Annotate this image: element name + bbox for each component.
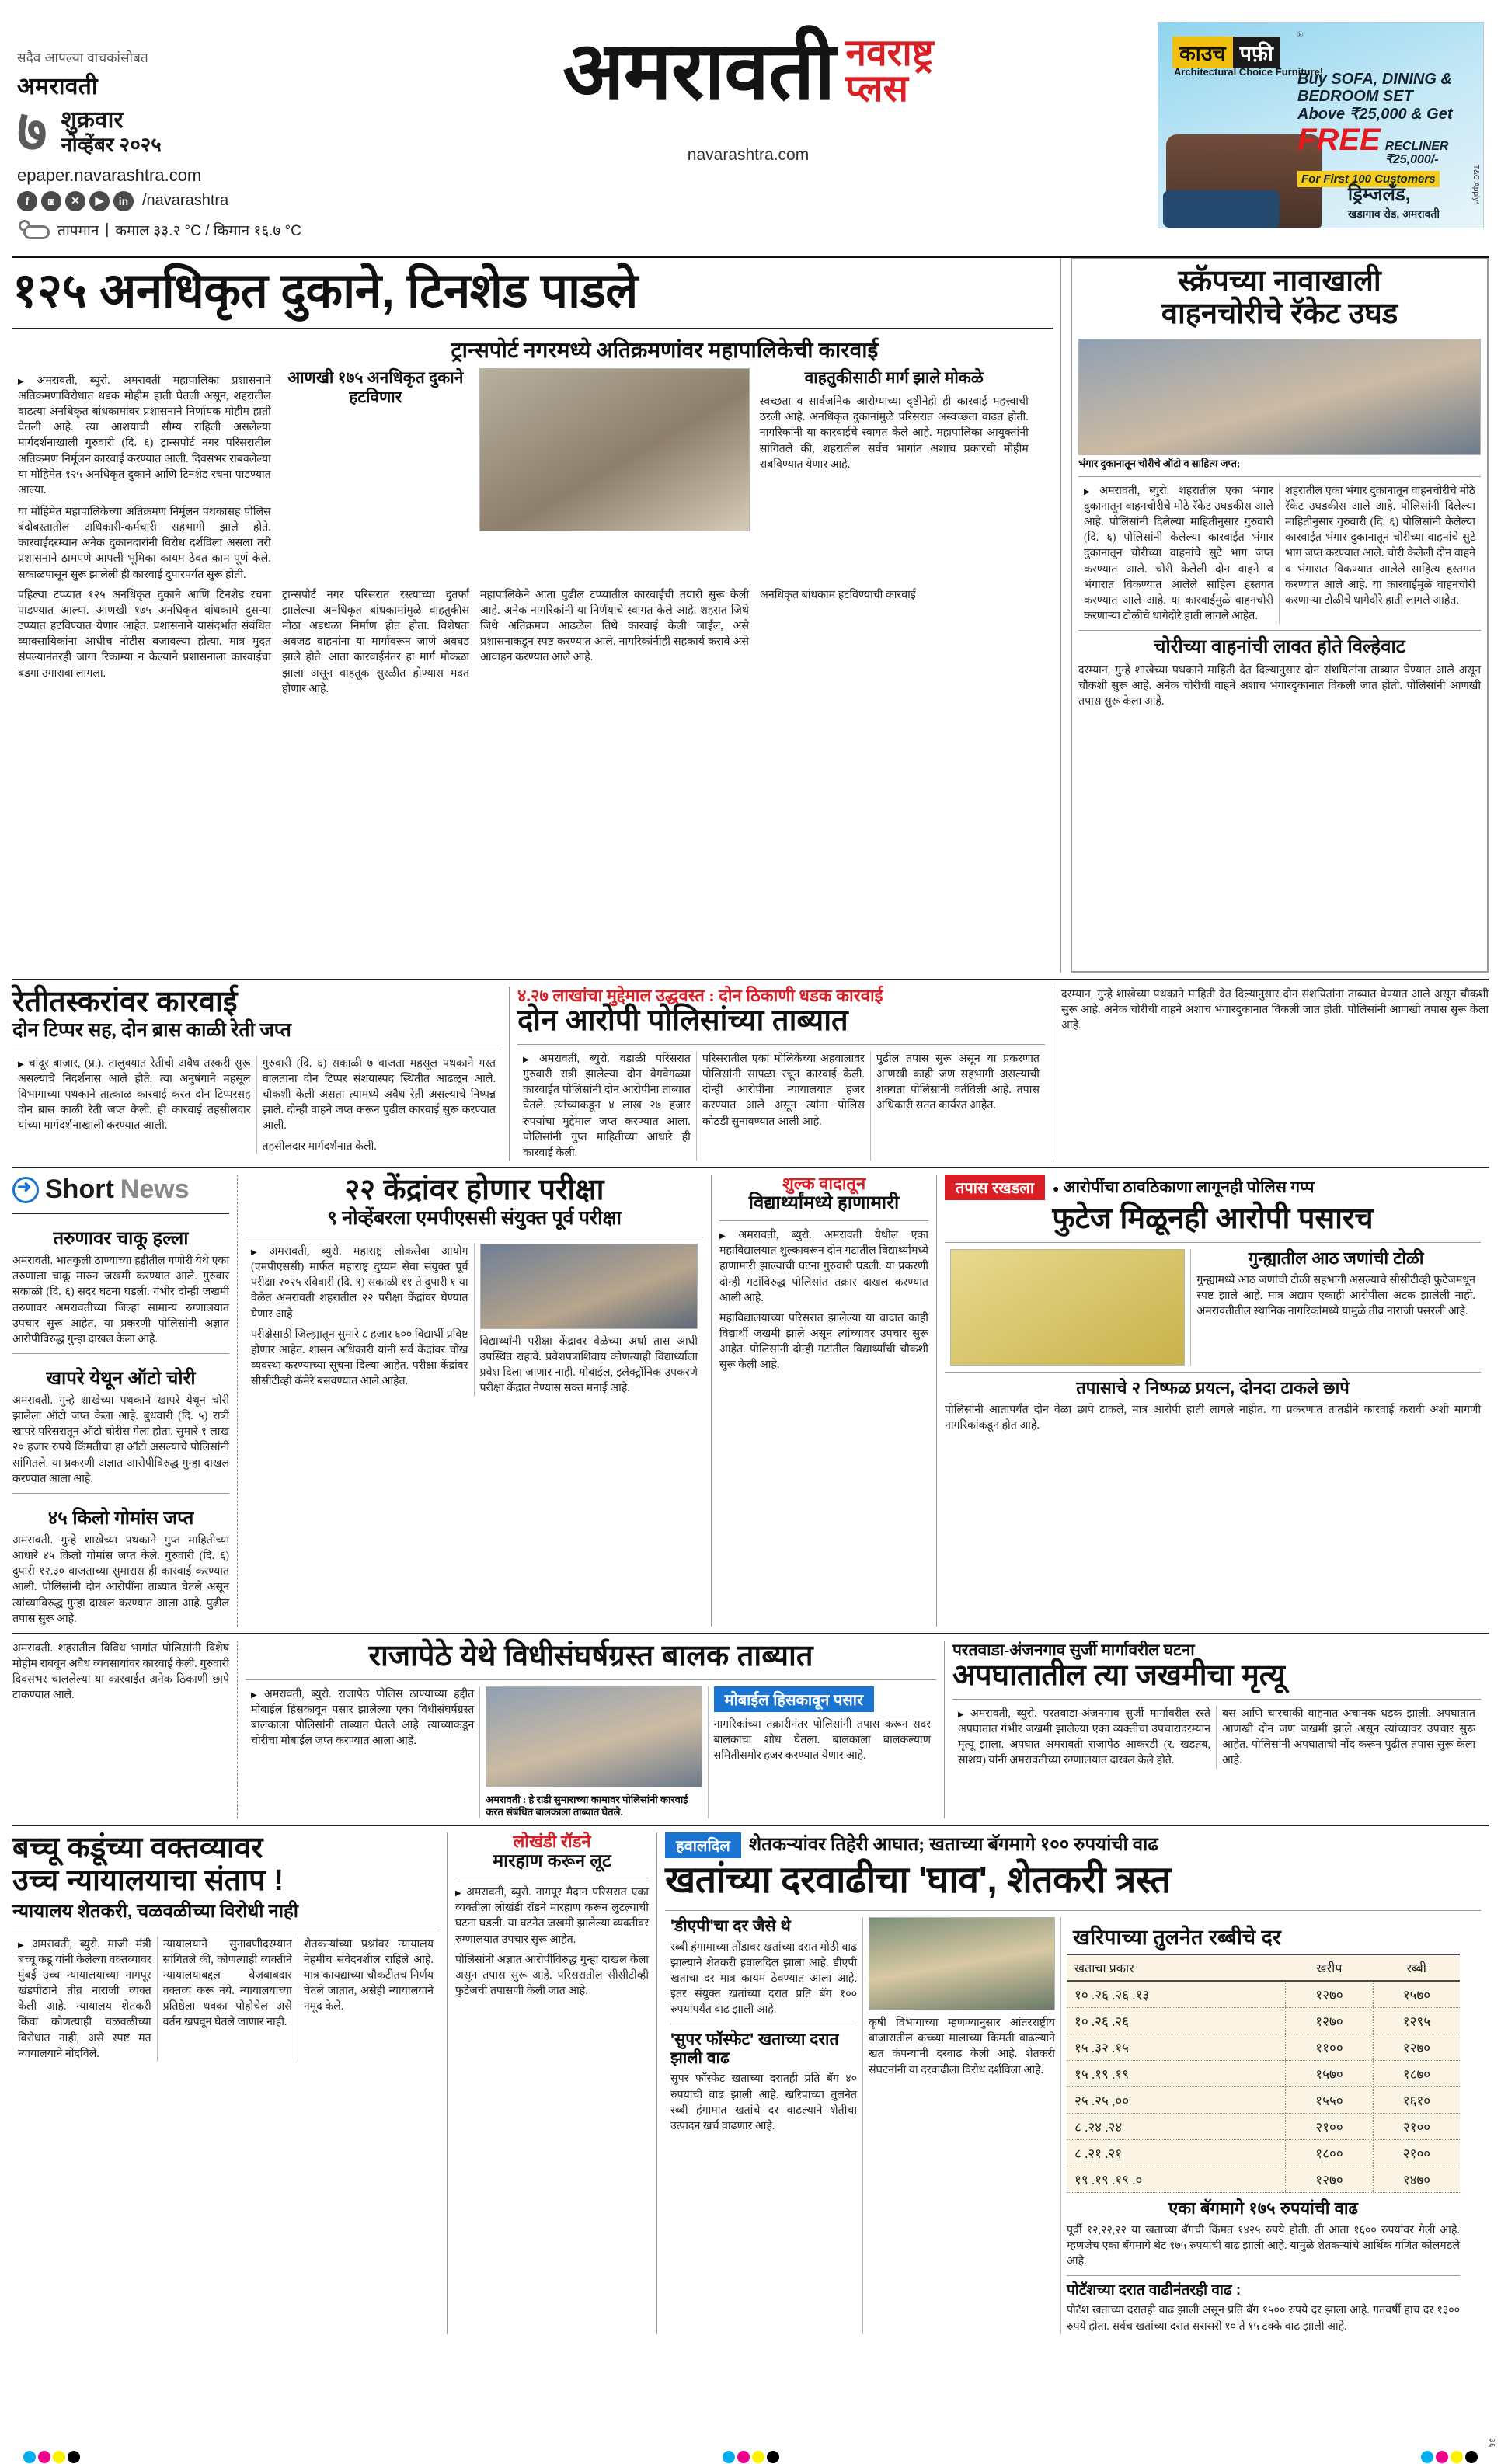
footage-sub-2: तपासाचे २ निष्फळ प्रयत्न, दोनदा टाकले छापे (1076, 1377, 1350, 1397)
sand-col-1 (12, 1056, 257, 1154)
sun-cloud-icon (17, 219, 51, 241)
short-news-extra-body: अमरावती. शहरातील विविध भागांत पोलिसांनी विशेष मोहीम राबवून अवैध व्यवसायांवर कारवाई केली. गुरुवारी दिवसभर चाललेल्या या कारवाईत अनेक ठिकाणी छापे टाकण्यात आले. (12, 1641, 229, 1702)
website-url[interactable]: navarashtra.com (687, 146, 810, 164)
right-top-story (1061, 258, 1489, 973)
ad-tagline: Architectural Choice Furniture! (1174, 66, 1324, 78)
child-byline: ▶ अमरावती, ब्युरो. (251, 1688, 332, 1700)
cmyk-registration-bar (0, 2450, 1501, 2464)
table-cell: १२७० (1286, 2166, 1374, 2193)
table-cell: १८०० (1286, 2140, 1374, 2166)
table-cell: १६१० (1373, 2087, 1460, 2114)
ad-brand-yellow: काउच (1172, 37, 1233, 68)
accident-col-1 (952, 1706, 1217, 1769)
police-col-3 (871, 1051, 1045, 1161)
table-cell: २१०० (1286, 2114, 1374, 2140)
police-byline: ▶ अमरावती, ब्युरो. (523, 1053, 610, 1065)
lead-caption-right-col (754, 368, 1034, 472)
right-top-caption: भंगार दुकानातून चोरीचे ऑटो व साहित्य जप्त; (1078, 457, 1241, 469)
date-month-year: नोव्हेंबर २०२५ (61, 132, 162, 156)
court-body-2: न्यायालयाने सुनावणीदरम्यान सांगितले की, कोणत्याही व्यक्तीने न्यायालयाबद्दल बेजबाबदार वक्तव्य करू नये. न्यायालयाच्या प्रतिष्ठेला धक्का पोहोचेल असे वर्तन खपवून घेतले जाणार नाही. (162, 1937, 292, 2029)
short-news-title-news: News (120, 1175, 190, 1205)
short-news-column (12, 1175, 238, 1627)
weather-label: तापमान (57, 222, 99, 239)
accident-col-2 (1217, 1706, 1481, 1769)
table-cell: १२७० (1373, 2034, 1460, 2061)
table-cell: २१०० (1373, 2114, 1460, 2140)
fee-kicker: शुल्क वादातून (782, 1174, 866, 1194)
ad-free-word: FREE (1297, 123, 1381, 158)
court-col-2 (158, 1937, 298, 2062)
row-two (12, 987, 1489, 1161)
police-headline: दोन आरोपी पोलिसांच्या ताब्यात (517, 1004, 848, 1038)
right-top-body-1: शहरातील एका भंगार दुकानातून वाहनचोरीचे मोठे रॅकेट उघडकीस आले आहे. पोलिसांनी दिलेल्या माहितीनुसार गुरुवारी (दि. ६) पोलिसांनी केलेल्या कारवाईत भंगार दुकानातून चोरीच्या वाहनांचे सुटे भाग जप्त करण्यात आले. चोरी केलेली दोन वाहने व भंगारात विकण्यात आलेले साहित्य हस्तगत करण्यात आले आहे. या कारवाईमुळे वाहनचोरी करणाऱ्या टोळीचे धागेदोरे हाती लागले आहेत. (1084, 484, 1273, 623)
logo-amravati: अमरावती (562, 26, 835, 117)
exam-byline: ▶ अमरावती, ब्युरो. (251, 1245, 342, 1258)
short-news-item-2-body: अमरावती. गुन्हे शाखेच्या पथकाने खापरे येथून चोरी झालेला ऑटो जप्त केला आहे. बुधवारी (दि. ५) रात्री खापरे परिसरातून ऑटो चोरीस गेला होता. सुमारे १ लाख २० हजार रुपये किंमतीचा हा ऑटो असल्याचे पोलिसांनी सांगितले. या प्रकरणी अज्ञात आरोपीविरुद्ध गुन्हा दाखल करण्यात आला आहे. (12, 1394, 229, 1485)
right-top-box (1071, 258, 1489, 973)
lead-byline: ▶ अमरावती, ब्युरो. (18, 374, 110, 387)
fee-byline: ▶ अमरावती, ब्युरो. (719, 1229, 812, 1241)
facebook-icon[interactable]: f (17, 191, 37, 211)
table-row (1067, 2140, 1460, 2166)
table-cell: १८७० (1373, 2061, 1460, 2087)
short-news-item-3-body: अमरावती. गुन्हे शाखेच्या पथकाने गुप्त माहितीच्या आधारे ४५ किलो गोमांस जप्त केले. गुरुवारी (दि. ६) दुपारी १२.३० वाजताच्या सुमारास ही कारवाई करण्यात आली. पोलिसांनी दोन आरोपींना ताब्यात घेतले असून त्यांच्याविरुद्ध गुन्हा दाखल करण्यात आला आहे. पुढील तपास सुरू आहे. (12, 1533, 229, 1625)
exam-body-2: परीक्षेसाठी जिल्ह्यातून सुमारे ८ हजार ६०० विद्यार्थी प्रविष्ट होणार आहेत. शासन अधिकारी यांनी सर्व केंद्रांवर चोख व्यवस्था करण्याच्या सूचना दिल्या आहेत. परीक्षा केंद्रांवर सीसीटीव्ही कॅमेरे बसवण्यात आले आहेत. (251, 1328, 468, 1388)
masthead-tagline: सदैव आपल्या वाचकांसोबत (17, 50, 148, 65)
ad-copy-line1: Buy SOFA, DINING & (1297, 71, 1452, 88)
lead-body-5: महापालिकेने आता पुढील टप्प्यातील कारवाईची तयारी सुरू केली आहे. अनेक नागरिकांनी या निर्णयाचे स्वागत केले आहे. शहरात जिथे जिथे अतिक्रमण आढळेल तिथे कारवाई केली जाईल, असे प्रशासनाकडून स्पष्ट करण्यात आले. नागरिकांनीही सहकार्य करावे असे आवाहन करण्यात आले आहे. (480, 588, 749, 664)
exam-story (238, 1175, 712, 1627)
footage-body-2: पोलिसांनी आतापर्यंत दोन वेळा छापे टाकले, मात्र आरोपी हाती लागले नाहीत. या प्रकरणात तातडीने कारवाई करावी अशी मागणी नागरिकांकडून होत आहे. (945, 1403, 1481, 1432)
sand-deck: दोन टिप्पर सह, दोन ब्रास काळी रेती जप्त (12, 1019, 291, 1041)
lead-photo (479, 368, 750, 531)
fert-headline: खतांच्या दरवाढीचा 'घाव', शेतकरी त्रस्त (665, 1860, 1171, 1902)
fert-col-1 (665, 1917, 863, 2334)
child-headline: राजापेठे येथे विधीसंघर्षग्रस्त बालक ताब्यात (368, 1639, 813, 1672)
table-row (1067, 2061, 1460, 2087)
sand-body-1: तालुक्यात रेतीची अवैध तस्करी सुरू असल्याचे निदर्शनास आले होते. त्या अनुषंगाने महसूल विभागाच्या पथकाने तात्काळ कारवाई करत दोन टिप्परसह दोन ब्रास काळी रेती जप्त केली. ही कारवाई तहसीलदार यांच्या मार्गदर्शनाखाली करण्यात आली. (18, 1056, 251, 1133)
fee-body-1: अमरावती येथील एका महाविद्यालयात शुल्कावरून दोन गटातील विद्यार्थ्यांमध्ये हाणामारी झाल्याची घटना गुरुवारी घडली. या प्रकरणी दोन्ही गटांविरुद्ध पोलिसांत तक्रार दाखल करण्यात आली आहे. (719, 1229, 928, 1304)
logo-navarashtra-plus (845, 33, 934, 110)
accident-kicker: परतवाडा-अंजनगाव सुर्जी मार्गावरील घटना (952, 1640, 1195, 1659)
lead-subhead: ट्रान्सपोर्ट नगरमध्ये अतिक्रमणांवर महापालिकेची कारवाई (451, 338, 879, 363)
fert-body-5: पोटॅश खताच्या दरातही वाढ झाली असून प्रति बॅग १५०० रुपये दर झाला आहे. गतवर्षी हाच दर १३०० रुपये होता. सर्वच खतांच्या दरात सरासरी १० ते १५ टक्के वाढ झाली आहे. (1067, 2304, 1460, 2333)
lead-col-3 (277, 587, 475, 697)
loot-body-2: पोलिसांनी अज्ञात आरोपींविरुद्ध गुन्हा दाखल केला असून तपास सुरू आहे. परिसरातील सीसीटीव्ही फुटेजची तपासणी केली जात आहे. (455, 1953, 649, 1998)
fert-table-col-rabi: रब्बी (1373, 1954, 1460, 1981)
exam-headline: २२ केंद्रांवर होणार परीक्षा (344, 1174, 604, 1207)
table-cell: ११०० (1286, 2034, 1374, 2061)
court-deck: न्यायालय शेतकरी, चळवळीच्या विरोधी नाही (12, 1901, 298, 1922)
ad-store-info (1348, 181, 1440, 221)
footage-col-1 (945, 1249, 1191, 1366)
accident-headline: अपघातातील त्या जखमीचा मृत्यू (952, 1659, 1285, 1693)
fert-banner: शेतकऱ्यांवर तिहेरी आघात; खताच्या बॅगमागे १०० रुपयांची वाढ (748, 1835, 1158, 1856)
child-body-1: राजापेठ पोलिस ठाण्याच्या हद्दीत मोबाईल हिसकावून पसार झालेल्या एका विधीसंघर्षग्रस्त बालकाला पोलिसांनी ताब्यात घेतले आहे. त्याच्याकडून चोरीचा मोबाईल जप्त करण्यात आला आहे. (251, 1687, 475, 1748)
right-top-subhead: चोरीच्या वाहनांची लावत होते विल्हेवाट (1154, 636, 1405, 658)
ad-free-recliner: RECLINER (1384, 140, 1449, 154)
masthead-logo-area (339, 11, 1158, 165)
table-cell: १० .२६ .२६ .१३ (1067, 1981, 1286, 2008)
court-body-3: शेतकऱ्यांच्या प्रश्नांवर न्यायालय नेहमीच संवेदनशील राहिले आहे. मात्र कायद्याच्या चौकटीतच निर्णय घेतले जातात, असेही न्यायालयाने नमूद केले. (303, 1937, 434, 2013)
loot-byline: ▶ अमरावती, ब्युरो. (455, 1886, 531, 1898)
masthead-date-row (17, 99, 339, 163)
ad-copy (1297, 71, 1472, 187)
lead-caption-left-col (277, 368, 475, 407)
lead-body-3: ट्रान्सपोर्ट नगर परिसरात रस्त्याच्या दुतर्फा झालेल्या अनधिकृत बांधकामांमुळे वाहतुकीस मोठा अडथळा निर्माण होत होता. विशेषतः अवजड वाहनांना या मार्गावरून जाणे अवघड झाले होते. आता कारवाईनंतर हा मार्ग मोकळा झाला असून वाहतूक सुरळीत होण्यास मदत होणार आहे. (282, 588, 469, 695)
table-cell: २५ .२५ ,०० (1067, 2087, 1286, 2114)
fert-sub-2: 'सुपर फॉस्फेट' खताच्या दरात झाली वाढ (670, 2031, 839, 2067)
fee-body-2: महाविद्यालयाच्या परिसरात झालेल्या या वादात काही विद्यार्थी जखमी झाले असून त्यांच्यावर उपचार सुरू आहेत. पोलिसांनी दोन्ही गटांतील विद्यार्थ्यांची चौकशी सुरू केली आहे. (719, 1311, 928, 1372)
table-row (1067, 2114, 1460, 2140)
fert-tab-badge: हवालदिल (665, 1832, 741, 1858)
court-byline: ▶ अमरावती, ब्युरो. (18, 1938, 100, 1951)
table-cell: १० .२६ .२६ (1067, 2008, 1286, 2034)
lead-story (12, 258, 1061, 973)
sand-body-2: गुरुवारी (दि. ६) सकाळी ७ वाजता महसूल पथकाने गस्त घालताना दोन टिप्पर संशयास्पद स्थितीत आढळून आले. चौकशी केली असता त्यामध्ये अवैध रेती असल्याचे निष्पन्न झाले. दोन्ही वाहने जप्त करून पुढील कारवाई सुरू करण्यात आली. (262, 1056, 496, 1133)
police-body-1: वडाळी परिसरात गुरुवारी रात्री झालेल्या दोन वेगवेगळ्या कारवाईत पोलिसांनी दोन आरोपींना ताब्यात घेतले. त्यांच्याकडून ४ लाख २७ हजार रुपयांचा मुद्देमाल जप्त करण्यात आला. पोलिसांनी गुप्त माहितीच्या आधारे ही कारवाई केली. (523, 1052, 691, 1159)
sand-col-2 (257, 1056, 502, 1154)
fert-table-header-row (1067, 1954, 1460, 1981)
right-top-body-2: दरम्यान, गुन्हे शाखेच्या पथकाने माहिती देत दिल्यानुसार दोन संशयितांना ताब्यात घेण्यात आले असून चौकशी सुरू आहे. अनेक चोरीची वाहने अशाच भंगारदुकानात विकली जात होती. पोलिसांनी आणखी तपास सुरू केला आहे. (1078, 664, 1481, 708)
fert-table-body (1067, 1981, 1460, 2193)
child-story (238, 1641, 945, 1818)
social-handle: /navarashtra (142, 192, 229, 210)
lead-caption-left: आणखी १७५ अनधिकृत दुकाने हटविणार (287, 367, 464, 407)
fee-headline: विद्यार्थ्यांमध्ये हाणामारी (748, 1192, 900, 1214)
right-top-photo (1078, 339, 1481, 455)
police-col-1 (517, 1051, 697, 1161)
lead-photo-wrap (475, 368, 754, 531)
footage-body-1: गुन्ह्यामध्ये आठ जणांची टोळी सहभागी असल्याचे सीसीटीव्ही फुटेजमधून स्पष्ट झाले आहे. मात्र अद्याप एकाही आरोपीला अटक झालेली नाही. अमरावतीतील स्थानिक नागरिकांमध्ये यामुळे तीव्र नाराजी पसरली आहे. (1196, 1273, 1475, 1317)
table-row (1067, 1981, 1460, 2008)
right-top-headline-1: स्क्रॅपच्या नावाखाली (1178, 265, 1381, 298)
court-col-1 (12, 1937, 158, 2062)
footage-illustration (950, 1249, 1185, 1366)
table-cell: १५७० (1373, 1981, 1460, 2008)
cmyk-group-left (23, 2451, 80, 2463)
police-body-3: पुढील तपास सुरू असून या प्रकरणात आणखी काही जण सहभागी असल्याची शक्यता पोलिसांनी वर्तविली आहे. तपास अधिकारी सतत कार्यरत आहेत. (876, 1052, 1040, 1112)
row-three (12, 1175, 1489, 1627)
child-col-3 (709, 1686, 936, 1819)
accident-body-1: परतवाडा-अंजनगाव सुर्जी मार्गावरील रस्ते अपघातात गंभीर जखमी झालेल्या एका व्यक्तीचा उपचारादरम्यान मृत्यू झाला. अपघात अमरावती राजापेठ आकरडी (र. खडतब, साशय) यांनी अमरावतीच्या रुग्णालयात दाखल केले होते. (958, 1707, 1210, 1767)
fert-body-3: कृषी विभागाच्या म्हणण्यानुसार आंतरराष्ट्रीय बाजारातील कच्च्या मालाच्या किमती वाढल्याने खत कंपन्यांनी दरवाढ केली आहे. शेतकरी संघटनांनी या दरवाढीला विरोध दर्शविला आहे. (869, 2017, 1055, 2076)
weather-strip (17, 219, 339, 241)
lead-col-1 (12, 336, 277, 583)
table-row (1067, 2034, 1460, 2061)
police-col-2 (697, 1051, 871, 1161)
table-cell: १५७० (1286, 2061, 1374, 2087)
child-tab-badge: मोबाईल हिसकावून पसार (714, 1686, 875, 1712)
x-twitter-icon[interactable]: ✕ (65, 191, 85, 211)
ad-free-price: ₹25,000/- (1384, 152, 1439, 166)
masthead (0, 0, 1501, 256)
fee-story (712, 1175, 937, 1627)
sand-story (12, 987, 510, 1161)
fert-table-col (1061, 1917, 1465, 2334)
exam-photo (480, 1244, 698, 1329)
table-cell: १५५० (1286, 2087, 1374, 2114)
lead-body-1: अमरावती महापालिका प्रशासनाने अतिक्रमणाविरोधात धडक मोहीम हाती घेतली असून, शहरातील वाढत्या अनधिकृत बांधकामांवर प्रशासनाने निर्णायक मोहीम हाती घेतली आहे. त्या आशयाची सौम्य राहिली असलेल्या मार्गदर्शनाखाली गुरुवारी (दि. ६) ट्रान्सपोर्ट नगर परिसरातील अतिक्रमण निर्मूलन कारवाई करण्यात आली. दिवसभर राबवलेल्या या मोहिमेत १२५ अनधिकृत दुकाने आणि टिनशेड रचना पाडण्यात आल्या. (18, 374, 271, 496)
top-banner-ad[interactable] (1158, 22, 1484, 228)
cmyk-group-mid (723, 2451, 779, 2463)
logo-line-navarashtra: नवराष्ट्र (845, 33, 934, 75)
lead-col-2 (12, 587, 277, 697)
fert-sub-4: पोटॅशच्या दरात वाढीनंतरही वाढ : (1067, 2282, 1242, 2299)
weather-value: कमाल ३३.२ °C / किमान १६.७ °C (115, 222, 301, 239)
fert-table-col-kharif: खरीप (1286, 1954, 1374, 1981)
child-caption: अमरावती : हे राडी सुमाराच्या कामावर पोलिसांनी कारवाई करत संबंधित बालकाला ताब्यात घेतले. (486, 1793, 688, 1818)
linkedin-icon[interactable]: in (113, 191, 134, 211)
short-news-title-short: Short (45, 1175, 114, 1205)
table-row (1067, 2166, 1460, 2193)
ad-brand-black: पफ़ी (1233, 37, 1280, 68)
instagram-icon[interactable]: ◙ (41, 191, 61, 211)
fert-col-2 (863, 1917, 1061, 2334)
masthead-left-info (12, 11, 339, 241)
logo-line-plus: प्लस (845, 68, 908, 110)
table-cell: १२७० (1286, 1981, 1374, 2008)
police-kicker: ४.२७ लाखांचा मुद्देमाल उद्धवस्त : दोन ठिकाणी धडक कारवाई (517, 986, 883, 1005)
fertilizer-story (657, 1832, 1481, 2334)
epaper-url[interactable]: epaper.navarashtra.com (17, 165, 202, 185)
youtube-icon[interactable]: ▶ (89, 191, 110, 211)
lead-body-2: पहिल्या टप्प्यात १२५ अनधिकृत दुकाने आणि टिनशेड रचना पाडण्यात आल्या. आणखी १७५ अनधिकृत बांधकामे दुसऱ्या टप्प्यात हटविण्यात येणार आहेत. प्रशासनाने यासंदर्भात संबंधित व्यावसायिकांना आधीच नोटीस बजावल्या होत्या. मात्र मुदत संपल्यानंतरही जागा रिकाम्या न केल्याने प्रशासनाला कारवाईचा बडगा उगारावा लागला. (18, 588, 271, 680)
masthead-city: अमरावती (17, 74, 98, 99)
table-cell: १९ .१९ .१९ .० (1067, 2166, 1286, 2193)
exam-deck: ९ नोव्हेंबरला एमपीएससी संयुक्त पूर्व परीक्षा (326, 1207, 622, 1229)
sand-byline: ▶ चांदूर बाजार, (प्र.). (18, 1057, 104, 1070)
date-day-number: ७ (17, 99, 47, 163)
footage-col-2 (1191, 1249, 1481, 1366)
court-story (12, 1832, 448, 2334)
right-top-byline: ▶ अमरावती, ब्युरो. (1084, 485, 1169, 497)
lead-body-1b: या मोहिमेत महापालिकेच्या अतिक्रमण निर्मूलन पथकासह पोलिस बंदोबस्तातील अधिकारी-कर्मचारी सहभागी झाले होते. कारवाईदरम्यान अनेक दुकानदारांनी विरोध दर्शविला असला तरी प्रशासनाने ठामपणे आपली भूमिका कायम ठेवत काम पूर्ण केले. सकाळपासून सुरू झालेली ही कारवाई दुपारपर्यंत सुरू होती. (18, 505, 271, 581)
page-body (0, 258, 1501, 2334)
lead-col-5 (754, 587, 1042, 697)
right-top-body-1b: शहरातील एका भंगार दुकानातून वाहनचोरीचे मोठे रॅकेट उघडकीस आले आहे. पोलिसांनी दिलेल्या माहितीनुसार गुरुवारी (दि. ६) पोलिसांनी केलेल्या कारवाईत भंगार दुकानातून चोरीच्या वाहनांचे सुटे भाग जप्त करण्यात आले. चोरी केलेली दोन वाहने व भंगारात विकण्यात आलेले साहित्य हस्तगत करण्यात आले आहे. या कारवाईमुळे वाहनचोरी करणाऱ्या टोळीचे धागेदोरे हाती लागले आहेत. (1285, 484, 1475, 607)
child-photo (486, 1686, 702, 1787)
fertilizer-price-table (1067, 1917, 1460, 2193)
ad-copy-line3: Above ₹25,000 & Get (1297, 105, 1453, 123)
short-news-item-2-headline: खापरे येथून ऑटो चोरी (46, 1368, 196, 1390)
social-links (17, 191, 339, 211)
date-day-name: शुक्रवार (61, 106, 124, 133)
exam-body-1: महाराष्ट्र लोकसेवा आयोग (एमपीएससी) मार्फत महाराष्ट्र दुय्यम सेवा संयुक्त पूर्व परीक्षा २०२५ रविवारी (दि. ९) सकाळी ११ ते दुपारी १ या वेळेत अमरावती शहरातील २२ परीक्षा केंद्रांवर घेण्यात येणार आहे. (251, 1244, 468, 1321)
right-continued (1053, 987, 1489, 1161)
loot-body-1: नागपूर मैदान परिसरात एका व्यक्तीला लोखंडी रॉडने मारहाण करून लुटल्याची घटना घडली. या घटनेत जखमी झालेल्या व्यक्तीवर रुग्णालयात उपचार सुरू आहेत. (455, 1886, 649, 1946)
child-body-2: नागरिकांच्या तक्रारीनंतर पोलिसांनी तपास करून सदर बालकाचा शोध घेतला. बालकाला बालकल्याण समितीसमोर हजर करण्यात येणार आहे. (713, 1717, 931, 1762)
accident-story (945, 1641, 1481, 1818)
exam-col-2 (475, 1244, 704, 1397)
child-col-1 (246, 1686, 480, 1819)
fert-table-title: खरिपाच्या तुलनेत रब्बीचे दर (1073, 1926, 1281, 1950)
court-body-1: माजी मंत्री बच्चू कडू यांनी केलेल्या वक्तव्यावर मुंबई उच्च न्यायालयाच्या नागपूर खंडपीठाने तीव्र नाराजी व्यक्त केली आहे. न्यायालय शेतकरी किंवा कोणत्याही चळवळीच्या विरोधात नाही, असे स्पष्ट मत न्यायालयाने नोंदविले. (18, 1937, 151, 2060)
short-news-item-1-headline: तरुणावर चाकू हल्ला (53, 1228, 189, 1250)
table-cell: ८ .२४ .२४ (1067, 2114, 1286, 2140)
arrow-circle-icon (12, 1177, 39, 1203)
loot-story (448, 1832, 657, 2334)
footage-headline: फुटेज मिळूनही आरोपी पसारच (1052, 1202, 1374, 1236)
table-row (1067, 2008, 1460, 2034)
loot-kicker: लोखंडी रॉडने (513, 1832, 591, 1852)
exam-body-3: विद्यार्थ्यांनी परीक्षा केंद्रावर वेळेच्या अर्धा तास आधी उपस्थित राहावे. प्रवेशपत्राशिवाय कोणत्याही विद्यार्थ्याला प्रवेश दिला जाणार नाही. मोबाईल, इलेक्ट्रॉनिक उपकरणे परीक्षा केंद्रात नेण्यास सक्त मनाई आहे. (479, 1335, 698, 1395)
short-news-header (12, 1175, 229, 1206)
footage-tab-badge: तपास रखडला (945, 1175, 1045, 1200)
ad-sofa-blue-image (1163, 190, 1280, 228)
registered-mark-icon: ® (1297, 30, 1304, 40)
child-col-2 (480, 1686, 708, 1819)
table-cell: १५ .१९ .१९ (1067, 2061, 1286, 2087)
court-headline-1: बच्चू कडूंच्या वक्तव्यावर (12, 1832, 263, 1865)
sand-body-3: तहसीलदार मार्गदर्शनात केली. (262, 1140, 377, 1153)
table-cell: ८ .२१ .२१ (1067, 2140, 1286, 2166)
table-cell: १५ .३२ .१५ (1067, 2034, 1286, 2061)
row-four (12, 1641, 1489, 1818)
right-top-col-1 (1078, 483, 1280, 624)
table-row (1067, 2087, 1460, 2114)
weather-divider: | (105, 221, 110, 238)
fert-body-1: रब्बी हंगामाच्या तोंडावर खतांच्या दरात मोठी वाढ झाल्याने शेतकरी हवालदिल झाला आहे. डीएपी खताचा दर मात्र कायम ठेवण्यात आला आहे. इतर संयुक्त खतांच्या दरात प्रति बॅग १०० रुपयांपर्यंत वाढ झाली आहे. (670, 1940, 857, 2017)
lead-caption-right: वाहतुकीसाठी मार्ग झाले मोकळे (804, 367, 984, 387)
row-five (12, 1832, 1489, 2334)
police-body-2: परिसरातील एका मोलिकेच्या अहवालावर पोलिसांनी सापळा रचून कारवाई केली. दोन्ही आरोपींना न्यायालयात हजर करण्यात आले असून त्यांना पोलिस कोठडी सुनावण्यात आली आहे. (702, 1052, 865, 1128)
police-story (510, 987, 1053, 1161)
fert-body-2: सुपर फॉस्फेट खताच्या दरातही प्रति बॅग ४० रुपयांची वाढ झाली आहे. खरिपाच्या तुलनेत रब्बी हंगामात खतांचे दर वाढल्याने शेतीचा उत्पादन खर्च वाढणार आहे. (670, 2072, 857, 2132)
table-cell: १२७० (1286, 2008, 1374, 2034)
row-lead (12, 258, 1489, 973)
ad-store-name: ड्रिम्जलँड, (1347, 184, 1411, 205)
right-top-col-2 (1280, 483, 1481, 624)
short-news-item-1-body: अमरावती. भातकुली ठाण्याच्या हद्दीतील गणोरी येथे एका तरुणाला चाकू मारुन जखमी करण्यात आले. गुरुवार सकाळी (दि. ६) सदर घटना घडली. गंभीर दोन्ही जखमी तरुणावर अमरावतीच्या जिल्हा सामान्य रुग्णालयात उपचार सुरू आहेत. या प्रकरणी पोलिसांनी अज्ञात आरोपीविरुद्ध गुन्हा दाखल केला आहे. (12, 1255, 229, 1345)
sand-headline: रेतीतस्करांवर कारवाई (12, 986, 238, 1018)
lead-main-block (277, 336, 1053, 583)
page-corner-mark: ३६ (1487, 2438, 1496, 2447)
table-cell: १४७० (1373, 2166, 1460, 2193)
ad-brand-logo (1172, 37, 1280, 68)
cmyk-group-right (1421, 2451, 1478, 2463)
exam-col-1 (246, 1244, 475, 1397)
right-continued-body: दरम्यान, गुन्हे शाखेच्या पथकाने माहिती देत दिल्यानुसार दोन संशयितांना ताब्यात घेण्यात आले असून चौकशी सुरू आहे. अनेक चोरीची वाहने अशाच भंगारदुकानात विकली जात होती. पोलिसांनी आणखी तपास सुरू केला आहे. (1061, 988, 1489, 1032)
footage-story (937, 1175, 1481, 1627)
lead-body-4: स्वच्छता व सार्वजनिक आरोग्याच्या दृष्टीनेही ही कारवाई महत्त्वाची ठरली आहे. अनधिकृत दुकानांमुळे परिसरात अस्वच्छता वाढत होती. नागरिकांनी या कारवाईचे स्वागत केले आहे. महापालिका आयुक्तांनी सांगितले की, शहरातील सर्वच भागांत अशाच प्रकारची मोहीम राबविण्यात येणार आहे. (759, 395, 1029, 471)
ad-copy-line2: BEDROOM SET (1297, 88, 1413, 106)
lead-sub-note: अनधिकृत बांधकाम हटविण्याची कारवाई (760, 588, 916, 601)
ad-customers-note: For First 100 Customers (1297, 171, 1440, 187)
footage-bullet-line: ● आरोपींचा ठावठिकाणा लागूनही पोलिस गप्प (1053, 1178, 1314, 1197)
lead-col-4 (475, 587, 754, 697)
accident-byline: ▶ अमरावती, ब्युरो. (958, 1707, 1037, 1720)
table-cell: २१०० (1373, 2140, 1460, 2166)
accident-body-2: बस आणि चारचाकी वाहनात अचानक धडक झाली. अपघातात आणखी दोन जण जखमी झाले असून त्यांच्यावर उपचार सुरू आहेत. पोलिसांनी अपघाताची नोंद करून पुढील तपास सुरू केला आहे. (1222, 1707, 1475, 1767)
fert-sub-3: एका बॅगमागे १७५ रुपयांची वाढ (1168, 2198, 1358, 2219)
ad-terms: T&C Apply* (1471, 164, 1480, 204)
ad-store-address: खडागाव रोड, अमरावती (1347, 207, 1440, 220)
fert-photo (869, 1917, 1055, 2010)
short-news-item-3-headline: ४५ किलो गोमांस जप्त (47, 1507, 194, 1529)
fert-body-4: पूर्वी १२,२२,२२ या खताच्या बॅगची किंमत १४२५ रुपये होती. ती आता १६०० रुपयांवर गेली आहे. म्हणजेच एका बॅगमागे थेट १७५ रुपयांची वाढ झाली आहे. यामुळे शेतकऱ्यांचे आर्थिक गणित कोलमडले आहे. (1067, 2223, 1460, 2267)
court-col-3 (298, 1937, 439, 2062)
right-top-headline-2: वाहनचोरीचे रॅकेट उघड (1161, 297, 1398, 330)
loot-headline: मारहाण करून लूट (493, 1850, 611, 1871)
fert-table-col-type: खताचा प्रकार (1067, 1954, 1286, 1981)
lead-headline: १२५ अनधिकृत दुकाने, टिनशेड पाडले (12, 264, 638, 318)
ad-free-block (1297, 124, 1472, 167)
short-news-continued (12, 1641, 238, 1818)
table-cell: १२९५ (1373, 2008, 1460, 2034)
fert-sub-1: 'डीएपी'चा दर जैसे थे (670, 1917, 791, 1936)
court-headline-2: उच्च न्यायालयाचा संताप ! (12, 1864, 284, 1897)
footage-sub-1: गुन्ह्यातील आठ जणांची टोळी (1248, 1248, 1424, 1268)
